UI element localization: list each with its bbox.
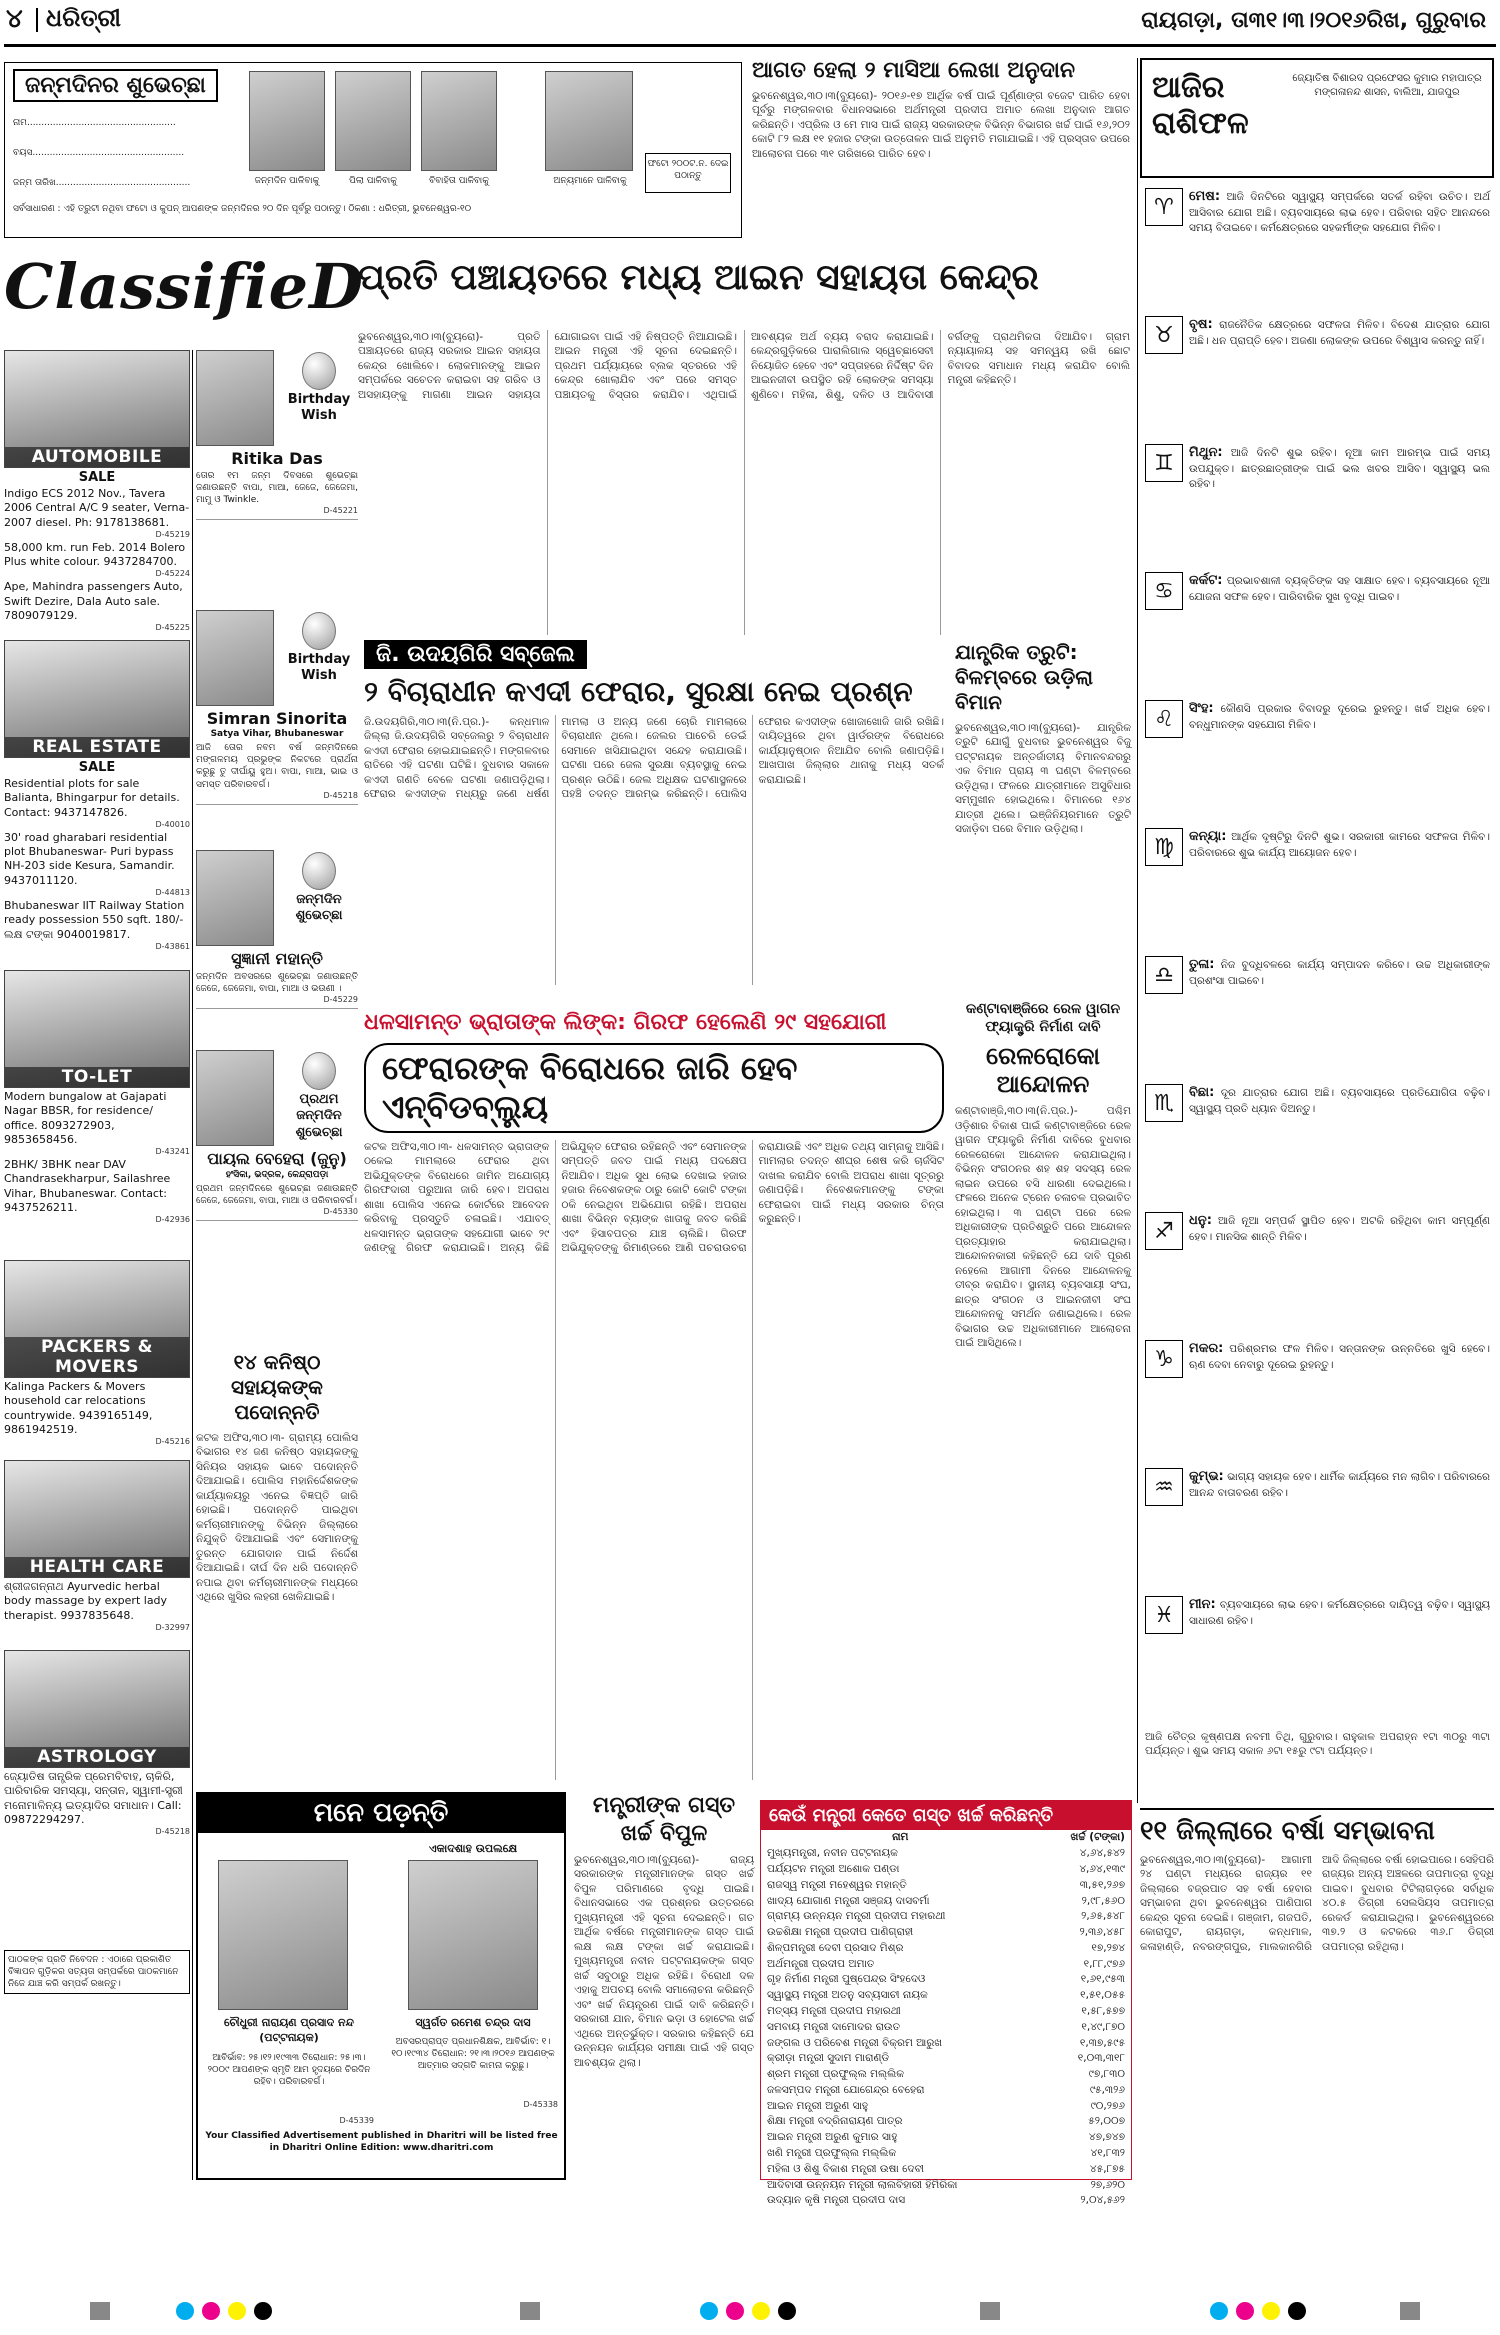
- classified-column-rule: [192, 350, 193, 2180]
- photo-caption: ଜନ୍ମଦିନ ପାଳିବାକୁ: [254, 176, 320, 186]
- photo-caption: ଅନ୍ୟମାନେ ପାଳିବାକୁ: [553, 176, 627, 186]
- classified-title: ClassifieD: [4, 250, 364, 323]
- table-row: [761, 2098, 1131, 2114]
- lekha-body: ଭୁବନେଶ୍ୱର,୩୦।୩(ବ୍ୟୁରୋ)- ୨୦୧୬-୧୭ ଆର୍ଥିକ ବର୍ଷ ପାଇଁ ପୂର୍ଣ୍ଣାଙ୍ଗ ବଜେଟ ପାରିତ ହେବା ପୂର୍ବରୁ ମଙ୍ଗଳବାର ବିଧାନସଭାରେ ଅର୍ଥମନ୍ତ୍ରୀ ପ୍ରଦୀପ ଅମାତ ଲେଖା ଅନୁଦାନ ଆଗତ କରିଛନ୍ତି। ଏପ୍ରିଲ ଓ ମେ ମାସ ପାଇଁ ରାଜ୍ୟ ସରକାରଙ୍କ ବିଭିନ୍ନ ବିଭାଗର ଖର୍ଚ୍ଚ ପାଇଁ ୧୬,୨୦୨ କୋଟି ୮୨ ଲକ୍ଷ ୧୧ ହଜାର ଟଙ୍କା ଉତ୍ତୋଳନ ପାଇଁ ଅନୁମତି ମଗାଯାଇଛି। ଏହି ପ୍ରସ୍ତାବ ଉପରେ ଆଲୋଚନା ପରେ ୩୧ ତାରିଖରେ ପାରିତ ହେବ।: [752, 90, 1130, 160]
- rashifal-header: [1140, 58, 1494, 178]
- expense-amount: ୧,୩୭,୫୯୫: [1079, 2036, 1125, 2049]
- expense-amount: ୪୧,୮୩୨: [1090, 2147, 1125, 2160]
- table-row: [761, 2035, 1131, 2051]
- birthday-coupon: [4, 62, 742, 238]
- minister-name: ମତ୍ସ୍ୟ ମନ୍ତ୍ରୀ ପ୍ରଦୀପ ମହାରଥୀ: [767, 2004, 901, 2017]
- ad-code: D-32997: [155, 1622, 190, 1632]
- classified-section: [4, 350, 190, 632]
- minister-body: ଭୁବନେଶ୍ୱର,୩୦।୩(ବ୍ୟୁରୋ)- ରାଜ୍ୟ ସରକାରଙ୍କ ମନ୍ତ୍ରୀମାନଙ୍କ ଗସ୍ତ ଖର୍ଚ୍ଚ ବିପୁଳ ପରିମାଣରେ ବୃଦ୍ଧି ପାଇଛି। ବିଧାନସଭାରେ ଏକ ପ୍ରଶ୍ନର ଉତ୍ତରରେ ମୁଖ୍ୟମନ୍ତ୍ରୀ ଏହି ସୂଚନା ଦେଇଛନ୍ତି। ଗତ ଆର୍ଥିକ ବର୍ଷରେ ମନ୍ତ୍ରୀମାନଙ୍କ ଗସ୍ତ ପାଇଁ ଲକ୍ଷ ଲକ୍ଷ ଟଙ୍କା ଖର୍ଚ୍ଚ କରାଯାଇଛି। ମୁଖ୍ୟମନ୍ତ୍ରୀ ନବୀନ ପଟ୍ଟନାୟକଙ୍କ ଗସ୍ତ ଖର୍ଚ୍ଚ ସବୁଠାରୁ ଅଧିକ ରହିଛି। ବିରୋଧୀ ଦଳ ଏହାକୁ ଅପଚୟ ବୋଲି ସମାଲୋଚନା କରିଛନ୍ତି ଏବଂ ଖର୍ଚ୍ଚ ନିୟନ୍ତ୍ରଣ ପାଇଁ ଦାବି କରିଛନ୍ତି। ସରକାରୀ ଯାନ, ବିମାନ ଭଡ଼ା ଓ ହୋଟେଲ ଖର୍ଚ୍ଚ ଏଥିରେ ଅନ୍ତର୍ଭୁକ୍ତ। ସରକାର କହିଛନ୍ତି ଯେ ଉନ୍ନୟନ କାର୍ଯ୍ୟର ସମୀକ୍ଷା ପାଇଁ ଏହି ଗସ୍ତ ଆବଶ୍ୟକ ଥିଲା।: [574, 1854, 754, 2069]
- wish-card: [196, 350, 358, 520]
- lekha-story: [752, 58, 1130, 240]
- minister-name: ଅର୍ଥମନ୍ତ୍ରୀ ପ୍ରଦୀପ ଅମାତ: [767, 1957, 875, 1970]
- table-row: [761, 2051, 1131, 2067]
- classified-section: [4, 1460, 190, 1632]
- zodiac-icon: ♊: [1145, 444, 1183, 482]
- photo-stamp-box: ଫଟୋ ୨୦୦ଟ.ନ. ଦେଇ ପଠାନ୍ତୁ: [645, 153, 731, 193]
- wish-place: ହଂସିକା, ଭଦ୍ରକ, କେନ୍ଦ୍ରାପଡ଼ା: [225, 1170, 329, 1180]
- wish-header: [196, 850, 358, 946]
- minister-name: ଉଚ୍ଚଶିକ୍ଷା ମନ୍ତ୍ରୀ ପ୍ରଦୀପ ପାଣିଗ୍ରାହୀ: [767, 1926, 914, 1939]
- wish-tag: [280, 850, 358, 925]
- color-swatch: [700, 2302, 804, 2324]
- rashi-prediction: ଆଜି ନୂଆ ସମ୍ପର୍କ ସ୍ଥାପିତ ହେବ। ଅଟକି ରହିଥିବା କାମ ସମ୍ପୂର୍ଣ୍ଣ ହେବ। ମାନସିକ ଶାନ୍ତି ମିଳିବ।: [1189, 1215, 1490, 1244]
- obituary-name: ଚୌଧୁରୀ ନାରାୟଣ ପ୍ରସାଦ ନନ୍ଦ (ପଟ୍ଟନାୟକ): [224, 2016, 354, 2044]
- classified-ad: 58,000 km. run Feb. 2014 Bolero Plus white colour. 9437284700.: [4, 540, 186, 569]
- rashi-text: [1189, 444, 1490, 492]
- rashi-text: [1189, 956, 1490, 989]
- edition-date: ରାୟଗଡ଼ା, ତା୩୧।୩।୨୦୧୬ରିଖ, ଗୁରୁବାର: [1141, 8, 1486, 33]
- wish-photo: [196, 850, 274, 946]
- rashifal-title: ଆଜିର ରାଶିଫଳ: [1152, 70, 1249, 141]
- obituary-box: [196, 1792, 566, 2180]
- table-row: [761, 1988, 1131, 2004]
- rashi-prediction: ଆର୍ଥିକ ଦୃଷ୍ଟିରୁ ଦିନଟି ଶୁଭ। ସରକାରୀ କାମରେ ସଫଳତା ମିଳିବ। ପରିବାରରେ ଶୁଭ କାର୍ଯ୍ୟ ଆୟୋଜନ ହେବ।: [1189, 831, 1490, 860]
- wish-name: ପାୟଲ ବେହେରା (ଜୁନୁ): [207, 1149, 347, 1168]
- wish-message: ତୋର ୧ମ ଜନ୍ମ ଦିବସରେ ଶୁଭେଚ୍ଛା ଜଣାଉଛନ୍ତି ବାପା, ମାଆ, ଜେଜେ, ଜେଜେମା, ମାମୁ ଓ Twinkle.: [196, 471, 358, 506]
- section-title: PACKERS & MOVERS: [5, 1337, 189, 1377]
- rashi-row: [1145, 1596, 1490, 1720]
- table-row: [761, 1925, 1131, 1941]
- balloon-icon: [302, 352, 336, 390]
- minister-name: ଖାଦ୍ୟ ଯୋଗାଣ ମନ୍ତ୍ରୀ ସଞ୍ଜୟ ଦାସବର୍ମା: [767, 1894, 930, 1907]
- rashi-name: ମିଥୁନ:: [1189, 445, 1223, 460]
- ad-code: D-45229: [323, 995, 358, 1005]
- rashi-text: [1189, 1212, 1490, 1245]
- rashi-name: ମେଷ:: [1189, 189, 1221, 204]
- expense-amount: ୪,୬୪,୫୪୨: [1079, 1847, 1125, 1860]
- rashi-name: ମୀନ:: [1189, 1597, 1216, 1612]
- table-row: [761, 2004, 1131, 2020]
- expense-amount: ୧,୦୩,୩୧୮: [1077, 2052, 1125, 2065]
- wish-tag: [280, 350, 358, 425]
- ad-code: D-45216: [155, 1437, 190, 1447]
- minister-name: ଆଇନ ମନ୍ତ୍ରୀ ଅରୁଣ ସାହୁ: [767, 2099, 869, 2112]
- expense-amount: ୧୭,୨୭୪: [1091, 1941, 1125, 1954]
- classified-ad: Ape, Mahindra passengers Auto, Swift Dezire, Dala Auto sale. 7809079129.: [4, 580, 183, 623]
- jail-story: [364, 640, 944, 1000]
- obituary-photo: [218, 1860, 348, 2010]
- rail-headline: ରେଳରୋକୋ ଆନ୍ଦୋଳନ: [986, 1042, 1100, 1099]
- classified-section: [4, 1260, 190, 1446]
- masthead: [0, 0, 1500, 46]
- zodiac-icon: ♏: [1145, 1084, 1183, 1122]
- rashi-prediction: ଆଜି ଦିନଟିରେ ସ୍ୱାସ୍ଥ୍ୟ ସମ୍ପର୍କରେ ସତର୍କ ରହିବା ଉଚିତ। ଅର୍ଥ ଆସିବାର ଯୋଗ ଅଛି। ବ୍ୟବସାୟରେ ଲାଭ ହେବ। ପରିବାର ସହିତ ଆନନ୍ଦରେ ସମୟ ବିତାଇବେ। କର୍ମକ୍ଷେତ୍ରରେ ସହକର୍ମୀଙ୍କ ସହଯୋଗ ମିଳିବ।: [1189, 191, 1490, 234]
- color-swatch: [176, 2302, 280, 2324]
- section-title: AUTOMOBILE: [5, 447, 189, 467]
- ferar-headline: ଫେରାରଙ୍କ ବିରୋଧରେ ଜାରି ହେବ ଏନ୍‌ବିଡବ୍ଲ୍ୟୁ: [364, 1043, 944, 1133]
- expense-amount: ୨,୯୮,୫୬୦: [1081, 1894, 1125, 1907]
- ferar-body: କଟକ ଅଫିସ,୩୦।୩- ଧଳସାମନ୍ତ ଭ୍ରାତାଙ୍କ ଠକେଇ ମାମଲାରେ ଫେରାର ଥିବା ଅଭିଯୁକ୍ତଙ୍କ ବିରୋଧରେ ଜାମିନ ଅଯୋଗ୍ୟ ଗିରଫଦାରୀ ପରୁଆନା ଜାରି ହେବ। ଅପରାଧ ଶାଖା ପୋଲିସ ଏନେଇ କୋର୍ଟରେ ଆବେଦନ କରିବାକୁ ପ୍ରସ୍ତୁତି ଚଳାଇଛି। ଏଯାବତ୍ ଧଳସାମନ୍ତ ଭ୍ରାତାଙ୍କ ସହଯୋଗୀ ଭାବେ ୨୯ ଜଣଙ୍କୁ ଗିରଫ କରାଯାଇଛି। ଅନ୍ୟ କିଛି ଅଭିଯୁକ୍ତ ଫେରାର ରହିଛନ୍ତି ଏବଂ ସେମାନଙ୍କ ସମ୍ପତ୍ତି ଜବତ ପାଇଁ ମଧ୍ୟ ପଦକ୍ଷେପ ନିଆଯିବ। ଅଧିକ ସୁଧ ଲୋଭ ଦେଖାଇ ହଜାର ହଜାର ନିବେଶକଙ୍କ ଠାରୁ କୋଟି କୋଟି ଟଙ୍କା ଠକି ନେଇଥିବା ଅଭିଯୋଗ ରହିଛି। ଅପରାଧ ଶାଖା ବିଭିନ୍ନ ବ୍ୟାଙ୍କ ଖାତାକୁ ଜବତ କରିଛି ଏବଂ ହିସାବପତ୍ର ଯାଞ୍ଚ ଚାଲିଛି। ଗିରଫ ଅଭିଯୁକ୍ତଙ୍କୁ ରିମାଣ୍ଡରେ ଆଣି ପଚରାଉଚରା କରାଯାଉଛି ଏବଂ ଅଧିକ ତଥ୍ୟ ସାମ୍ନାକୁ ଆସିଛି। ମାମଲାର ତଦନ୍ତ ଶୀଘ୍ର ଶେଷ କରି ଚାର୍ଜସିଟ ଦାଖଲ କରାଯିବ ବୋଲି ଅପରାଧ ଶାଖା ସୂତ୍ରରୁ ଜଣାପଡ଼ିଛି। ନିବେଶକମାନଙ୍କୁ ଟଙ୍କା ଫେରାଇବା ପାଇଁ ମଧ୍ୟ ସରକାର ଚିନ୍ତା କରୁଛନ୍ତି।: [364, 1141, 944, 1255]
- table-row: [761, 2083, 1131, 2099]
- rashi-row: [1145, 444, 1490, 568]
- astrologer-credit: ଜ୍ୟୋତିଷ ବିଶାରଦ ପ୍ରଫେସର କୁମାର ମହାପାତ୍ର ମଙ୍ଗଳାନନ୍ଦ ଶାସନ, ବାଲିଆ, ଯାଜପୁର: [1292, 73, 1482, 98]
- rashi-prediction: ନିଜ ବୁଦ୍ଧିବଳରେ କାର୍ଯ୍ୟ ସମ୍ପାଦନ କରିବେ। ଉଚ୍ଚ ଅଧିକାରୀଙ୍କ ପ୍ରଶଂସା ପାଇବେ।: [1189, 959, 1490, 988]
- table-row: [761, 1893, 1131, 1909]
- table-row: [761, 1877, 1131, 1893]
- minister-name: ଶିଳ୍ପମନ୍ତ୍ରୀ ଦେବୀ ପ୍ରସାଦ ମିଶ୍ର: [767, 1941, 904, 1954]
- wish-name: ସୁଜ୍ଞାନୀ ମହାନ୍ତି: [231, 949, 323, 968]
- rashi-name: ବିଛା:: [1189, 1085, 1215, 1100]
- rashi-name: କର୍କଟ:: [1189, 573, 1223, 588]
- wish-message: ଜନ୍ମଦିନ ଅବସରରେ ଶୁଭେଚ୍ଛା ଜଣାଉଛନ୍ତି ଜେଜେ, ଜେଜେମା, ବାପା, ମାଆ ଓ ଭଉଣୀ ।: [196, 972, 358, 995]
- expense-amount: ୪୭,୭୪୭: [1088, 2131, 1125, 2144]
- table-row: [761, 2067, 1131, 2083]
- wish-name: Ritika Das: [231, 449, 323, 468]
- reg-bar: [1400, 2302, 1420, 2320]
- column-rule: [1137, 58, 1138, 1803]
- rashi-text: [1189, 1596, 1490, 1629]
- classified-column: [4, 350, 190, 2180]
- section-image: [4, 970, 190, 1088]
- rashi-row: [1145, 828, 1490, 952]
- minister-name: ଶିକ୍ଷା ମନ୍ତ୍ରୀ ବଦ୍ରିନାରାୟଣ ପାତ୍ର: [767, 2115, 903, 2128]
- photo-caption: ବିବାହିତା ପାଳିବାକୁ: [429, 176, 489, 186]
- coupon-field: ଜନ୍ମ ତାରିଖ...............................................: [13, 178, 191, 188]
- ad-code: D-43861: [155, 941, 190, 951]
- balloon-icon: [302, 612, 336, 650]
- minister-name: ସ୍ୱାସ୍ଥ୍ୟ ମନ୍ତ୍ରୀ ଅତନୁ ସବ୍ୟସାଚୀ ନାୟକ: [767, 1989, 928, 2002]
- page-number: ୪: [6, 4, 23, 34]
- wish-header: [196, 610, 358, 706]
- rashi-prediction: ଭାଗ୍ୟ ସହାୟକ ହେବ। ଧାର୍ମିକ କାର୍ଯ୍ୟରେ ମନ ଲାଗିବ। ପରିବାରରେ ଆନନ୍ଦ ବାତାବରଣ ରହିବ।: [1189, 1471, 1490, 1500]
- paper-name: ଧରିତ୍ରୀ: [46, 4, 121, 32]
- expense-amount: ୯୫,୩୨୬: [1089, 2083, 1125, 2096]
- section-title: HEALTH CARE: [5, 1557, 189, 1577]
- rashi-prediction: ରାଜନୈତିକ କ୍ଷେତ୍ରରେ ସଫଳତା ମିଳିବ। ବିଦେଶ ଯାତ୍ରାର ଯୋଗ ଅଛି। ଧନ ପ୍ରାପ୍ତି ହେବ। ଅଜଣା ଲୋକଙ୍କ ଉପରେ ବିଶ୍ୱାସ କରନ୍ତୁ ନାହିଁ।: [1189, 319, 1490, 348]
- rashi-name: ସିଂହ:: [1189, 701, 1214, 716]
- classified-ad: ଶ୍ରୀଜଗନ୍ନାଥ Ayurvedic herbal body massage by expert lady therapist. 9937835648.: [4, 1580, 168, 1622]
- table-row: [761, 1972, 1131, 1988]
- reg-bar: [980, 2302, 1000, 2320]
- minister-name: ଗ୍ରାମ୍ୟ ଉନ୍ନୟନ ମନ୍ତ୍ରୀ ପ୍ରଦୀପ ମହାରଥୀ: [767, 1910, 946, 1923]
- reg-bar: [520, 2302, 540, 2320]
- classified-ad: 30' road gharabari residential plot Bhubaneswar- Puri bypass NH-203 side Kesura, Samandir. 9437011120.: [4, 830, 175, 887]
- section-title: TO-LET: [5, 1067, 189, 1087]
- expense-amount: ୨୭,୬୨୦: [1090, 2178, 1125, 2191]
- photo-caption: ପିଲା ପାଳିବାକୁ: [349, 176, 397, 186]
- wish-photo: [196, 350, 274, 446]
- coupon-field: ବୟସ.....................................................: [13, 148, 185, 158]
- classified-ad: Residential plots for sale Balianta, Bhingarpur for details. Contact: 9437147826.: [4, 777, 180, 819]
- expense-amount: ୯୭,୮୩୦: [1088, 2068, 1125, 2081]
- promotion-body: କଟକ ଅଫିସ,୩୦।୩- ଗ୍ରାମ୍ୟ ପୋଲିସ ବିଭାଗର ୧୪ ଜଣ କନିଷ୍ଠ ସହାୟକଙ୍କୁ ସିନିୟର ସହାୟକ ଭାବେ ପଦୋନ୍ନତି ଦିଆଯାଇଛି। ପୋଲିସ ମହାନିର୍ଦ୍ଦେଶକଙ୍କ କାର୍ଯ୍ୟାଳୟରୁ ଏନେଇ ବିଜ୍ଞପ୍ତି ଜାରି ହୋଇଛି। ପଦୋନ୍ନତି ପାଇଥିବା କର୍ମଚାରୀମାନଙ୍କୁ ବିଭିନ୍ନ ଜିଲ୍ଲାରେ ନିଯୁକ୍ତି ଦିଆଯାଇଛି ଏବଂ ସେମାନଙ୍କୁ ତୁରନ୍ତ ଯୋଗଦାନ ପାଇଁ ନିର୍ଦ୍ଦେଶ ଦିଆଯାଇଛି। ଦୀର୍ଘ ଦିନ ଧରି ପଦୋନ୍ନତି ନପାଇ ଥିବା କର୍ମଚାରୀମାନଙ୍କ ମଧ୍ୟରେ ଏଥିରେ ଖୁସିର ଲହରୀ ଖେଳିଯାଇଛି।: [196, 1432, 358, 1604]
- classified-disclaimer: ପାଠକଙ୍କ ପ୍ରତି ନିବେଦନ : ଏଠାରେ ପ୍ରକାଶିତ ବିଜ୍ଞାପନ ଗୁଡ଼ିକର ସତ୍ୟତା ସମ୍ପର୍କରେ ପାଠକମାନେ ନିଜେ ଯାଞ୍ଚ କରି ସମ୍ପର୍କ ରଖନ୍ତୁ।: [4, 1950, 190, 1994]
- section-subhead: SALE: [78, 470, 116, 485]
- obituary-text: ଅବସରପ୍ରାପ୍ତ ପ୍ରଧାନଶିକ୍ଷକ, ଆବିର୍ଭାବ: ୧।୧୦।୧୯୩୪ ତିରୋଧାନ: ୨୧।୩।୨୦୧୬ ଆପଣଙ୍କ ଆତ୍ମାର ସଦ୍‌ଗତି କାମନା କରୁଛୁ।: [391, 2037, 555, 2072]
- promotion-headline: ୧୪ କନିଷ୍ଠ ସହାୟକଙ୍କ ପଦୋନ୍ନତି: [231, 1350, 323, 1424]
- minister-name: ସମବାୟ ମନ୍ତ୍ରୀ ଦାମୋଦର ରାଉତ: [767, 2020, 901, 2033]
- rashi-row: [1145, 956, 1490, 1080]
- ad-code: D-45339: [339, 2116, 374, 2125]
- coupon-child-photo: [249, 71, 325, 171]
- rashi-name: ବୃଷ:: [1189, 317, 1213, 332]
- wish-photo: [196, 610, 274, 706]
- flight-story: [955, 640, 1131, 990]
- jail-body: ଜି.ଉଦୟଗିରି,୩୦।୩(ନି.ପ୍ର.)- କନ୍ଧମାଳ ଜିଲ୍ଲା ଜି.ଉଦୟଗିରି ସବ୍‌ଜେଲରୁ ୨ ବିଚାରାଧୀନ କଏଦୀ ଫେରାର ହୋଇଯାଇଛନ୍ତି। ମଙ୍ଗଳବାର ରାତିରେ ଏହି ଘଟଣା ଘଟିଛି। ବୁଧବାର ସକାଳେ କଏଦୀ ଗଣତି ବେଳେ ଘଟଣା ଜଣାପଡ଼ିଥିଲା। ଫେରାର କଏଦୀଙ୍କ ମଧ୍ୟରୁ ଜଣେ ଧର୍ଷଣ ମାମଲା ଓ ଅନ୍ୟ ଜଣେ ଚୋରି ମାମଲାରେ ବିଚାରାଧୀନ ଥିଲେ। ଜେଲର ପାଚେରି ଡେଇଁ ସେମାନେ ଖସିଯାଇଥିବା ସନ୍ଦେହ କରାଯାଉଛି। ଘଟଣା ପରେ ଜେଲ ସୁରକ୍ଷା ବ୍ୟବସ୍ଥାକୁ ନେଇ ପ୍ରଶ୍ନ ଉଠିଛି। ଜେଲ ଅଧିକ୍ଷକ ଘଟଣାସ୍ଥଳରେ ପହଞ୍ଚି ତଦନ୍ତ ଆରମ୍ଭ କରିଛନ୍ତି। ପୋଲିସ ଫେରାର କଏଦୀଙ୍କ ଖୋଜାଖୋଜି ଜାରି ରଖିଛି। ଦାୟିତ୍ୱରେ ଥିବା ୱାର୍ଡରଙ୍କ ବିରୋଧରେ କାର୍ଯ୍ୟାନୁଷ୍ଠାନ ନିଆଯିବ ବୋଲି ଜଣାପଡ଼ିଛି। ଆଖପାଖ ଜିଲ୍ଲାର ଥାନାକୁ ମଧ୍ୟ ସତର୍କ କରାଯାଇଛି।: [364, 716, 944, 801]
- expense-amount: ୩,୫୧,୨୬୭: [1079, 1878, 1125, 1891]
- rashi-prediction: ଆଜି ଦିନଟି ଶୁଭ ରହିବ। ନୂଆ କାମ ଆରମ୍ଭ ପାଇଁ ସମୟ ଉପଯୁକ୍ତ। ଛାତ୍ରଛାତ୍ରୀଙ୍କ ପାଇଁ ଭଲ ଖବର ଆସିବ। ସ୍ୱାସ୍ଥ୍ୟ ଭଲ ରହିବ।: [1189, 447, 1490, 490]
- expense-table-box: [760, 1800, 1132, 2207]
- minister-name: ଜଳସମ୍ପଦ ମନ୍ତ୍ରୀ ଯୋଗେନ୍ଦ୍ର ବେହେରା: [767, 2083, 925, 2096]
- section-image: [4, 1260, 190, 1378]
- ad-code: D-45218: [323, 790, 358, 800]
- rashi-name: ତୁଳା:: [1189, 957, 1215, 972]
- minister-name: ଜଙ୍ଗଲ ଓ ପରିବେଶ ମନ୍ତ୍ରୀ ବିକ୍ରମ ଆରୁଖ: [767, 2036, 943, 2049]
- classified-ad: Bhubaneswar IIT Railway Station ready possession 550 sqft. 180/- ଲକ୍ଷ ଟଙ୍କା 9040019817.: [4, 899, 185, 941]
- ad-code: D-45225: [155, 623, 190, 633]
- rashi-row: [1145, 1212, 1490, 1336]
- wish-label: ପ୍ରଥମ ଜନ୍ମଦିନ ଶୁଭେଚ୍ଛା: [295, 1092, 343, 1140]
- minister-name: ରାଜସ୍ୱ ମନ୍ତ୍ରୀ ମହେଶ୍ୱର ମହାନ୍ତି: [767, 1878, 907, 1891]
- lekha-headline: ଆଗତ ହେଲା ୨ ମାସିଆ ଲେଖା ଅନୁଦାନ: [752, 58, 1076, 83]
- obituary-photo: [408, 1860, 538, 2010]
- rashi-text: [1189, 1340, 1490, 1373]
- table-row: [761, 2114, 1131, 2130]
- promotion-story: [196, 1350, 358, 1780]
- rashi-text: [1189, 572, 1490, 605]
- classified-ad: Indigo ECS 2012 Nov., Tavera 2006 Central A/C 9 seater, Verna- 2007 diesel. Ph: 9178138681.: [4, 487, 190, 529]
- jail-headline: ୨ ବିଚାରାଧୀନ କଏଦୀ ଫେରାର, ସୁରକ୍ଷା ନେଇ ପ୍ରଶ୍ନ: [364, 675, 913, 708]
- minister-name: କ୍ରୀଡ଼ା ମନ୍ତ୍ରୀ ସୁଦାମ ମାରାଣ୍ଡି: [767, 2052, 890, 2065]
- rashi-name: କୁମ୍ଭ:: [1189, 1469, 1224, 1484]
- rashi-name: ଧନୁ:: [1189, 1213, 1212, 1228]
- minister-name: ଉଦ୍ୟାନ କୃଷି ମନ୍ତ୍ରୀ ପ୍ରଦୀପ ଦାସ: [767, 2194, 906, 2207]
- classified-section: [4, 970, 190, 1224]
- wish-card: [196, 1050, 358, 1221]
- rail-kicker: କଣ୍ଟାବାଞ୍ଜିରେ ରେଳ ୱାଗନ ଫ୍ୟାକ୍ଟ୍ରି ନିର୍ମାଣ ଦାବି: [965, 1001, 1121, 1036]
- rashi-prediction: ଦୂର ଯାତ୍ରାର ଯୋଗ ଅଛି। ବ୍ୟବସାୟରେ ପ୍ରତିଯୋଗିତା ବଢ଼ିବ। ସ୍ୱାସ୍ଥ୍ୟ ପ୍ରତି ଧ୍ୟାନ ଦିଅନ୍ତୁ।: [1189, 1087, 1490, 1116]
- wishes-column: [196, 350, 358, 1340]
- minister-name: ଖଣି ମନ୍ତ୍ରୀ ପ୍ରଫୁଲ୍ଲ ମଲ୍ଲିକ: [767, 2147, 897, 2160]
- rashi-text: [1189, 188, 1490, 236]
- lead-body: ଭୁବନେଶ୍ୱର,୩୦।୩(ବ୍ୟୁରୋ)- ପ୍ରତି ପଞ୍ଚାୟତରେ ରାଜ୍ୟ ସରକାର ଆଇନ ସହାୟତା କେନ୍ଦ୍ର ଖୋଲିବେ। ଲୋକମାନଙ୍କୁ ଆଇନ ସମ୍ପର୍କରେ ସଚେତନ କରାଇବା ସହ ଗରିବ ଓ ଅସହାୟଙ୍କୁ ମାଗଣା ଆଇନ ସହାୟତା ଯୋଗାଇବା ପାଇଁ ଏହି ନିଷ୍ପତ୍ତି ନିଆଯାଇଛି। ଆଇନ ମନ୍ତ୍ରୀ ଏହି ସୂଚନା ଦେଇଛନ୍ତି। ପ୍ରଥମ ପର୍ଯ୍ୟାୟରେ ବ୍ଲକ ସ୍ତରରେ ଏହି କେନ୍ଦ୍ର ଖୋଲାଯିବ ଏବଂ ପରେ ସମସ୍ତ ପଞ୍ଚାୟତକୁ ବିସ୍ତାର କରାଯିବ। ଏଥିପାଇଁ ଆବଶ୍ୟକ ଅର୍ଥ ବ୍ୟୟ ବରାଦ କରାଯାଇଛି। କେନ୍ଦ୍ରଗୁଡ଼ିକରେ ପାରାଲିଗାଲ ସ୍ୱେଚ୍ଛାସେବୀ ନିୟୋଜିତ ହେବେ ଏବଂ ସପ୍ତାହରେ ନିର୍ଦ୍ଦିଷ୍ଟ ଦିନ ଆଇନଜୀବୀ ଉପସ୍ଥିତ ରହି ଲୋକଙ୍କ ସମସ୍ୟା ଶୁଣିବେ। ମହିଳା, ଶିଶୁ, ଦଳିତ ଓ ଆଦିବାସୀ ବର୍ଗଙ୍କୁ ପ୍ରାଥମିକତା ଦିଆଯିବ। ଗ୍ରାମ ନ୍ୟାୟାଳୟ ସହ ସମନ୍ୱୟ ରଖି ଛୋଟ ବିବାଦର ସମାଧାନ ମଧ୍ୟ କରାଯିବ ବୋଲି ମନ୍ତ୍ରୀ କହିଛନ୍ତି।: [358, 331, 1130, 401]
- wish-tag: [280, 1050, 358, 1141]
- balloon-icon: [302, 852, 336, 890]
- expense-header-row: [761, 1830, 1131, 1846]
- rashi-text: [1189, 1084, 1490, 1117]
- section-title: ASTROLOGY: [5, 1747, 189, 1767]
- zodiac-icon: ♎: [1145, 956, 1183, 994]
- minister-story: [574, 1792, 754, 2180]
- table-row: [761, 1940, 1131, 1956]
- flight-headline: ଯାନ୍ତ୍ରିକ ତ୍ରୁଟି: ବିଳମ୍ବରେ ଉଡ଼ିଲା ବିମାନ: [955, 640, 1094, 714]
- obituary-ekadashah: ଏକାଦଶାହ ଉପଲକ୍ଷେ: [428, 1842, 518, 1855]
- expense-table: [761, 1830, 1131, 2209]
- table-row: [761, 2130, 1131, 2146]
- expense-amount: ୪,୬୪,୧୩୯: [1079, 1862, 1125, 1875]
- wish-card: [196, 610, 358, 805]
- wish-label: Birthday Wish: [287, 652, 351, 684]
- expense-amount: ୧,୪୯,୮୭୦: [1081, 2020, 1125, 2033]
- rashi-text: [1189, 1468, 1490, 1501]
- zodiac-icon: ♈: [1145, 188, 1183, 226]
- zodiac-icon: ♓: [1145, 1596, 1183, 1634]
- color-swatch: [1210, 2302, 1314, 2324]
- rail-body: କଣ୍ଟାବାଞ୍ଜି,୩୦।୩(ନି.ପ୍ର.)- ପଶ୍ଚିମ ଓଡ଼ିଶାର ବିକାଶ ପାଇଁ କଣ୍ଟାବାଞ୍ଜିରେ ରେଳ ୱାଗନ ଫ୍ୟାକ୍ଟ୍ରି ନିର୍ମାଣ ଦାବିରେ ବୁଧବାର ରେଳରୋକୋ ଆନ୍ଦୋଳନ କରାଯାଇଥିଲା। ବିଭିନ୍ନ ସଂଗଠନର ଶହ ଶହ ସଦସ୍ୟ ରେଳ ଲାଇନ ଉପରେ ବସି ଧାରଣା ଦେଇଥିଲେ। ଫଳରେ ଅନେକ ଟ୍ରେନ ଚଳାଚଳ ପ୍ରଭାବିତ ହୋଇଥିଲା। ୩ ଘଣ୍ଟା ପରେ ରେଳ ଅଧିକାରୀଙ୍କ ପ୍ରତିଶ୍ରୁତି ପରେ ଆନ୍ଦୋଳନ ପ୍ରତ୍ୟାହାର କରାଯାଇଥିଲା। ଆନ୍ଦୋଳନକାରୀ କହିଛନ୍ତି ଯେ ଦାବି ପୂରଣ ନହେଲେ ଆଗାମୀ ଦିନରେ ଆନ୍ଦୋଳନକୁ ତୀବ୍ର କରାଯିବ। ସ୍ଥାନୀୟ ବ୍ୟବସାୟୀ ସଂଘ, ଛାତ୍ର ସଂଗଠନ ଓ ଆଇନଜୀବୀ ସଂଘ ଆନ୍ଦୋଳନକୁ ସମର୍ଥନ ଜଣାଇଥିଲେ। ରେଳ ବିଭାଗର ଉଚ୍ଚ ଅଧିକାରୀମାନେ ଆଲୋଚନା ପାଇଁ ଆସିଥିଲେ।: [955, 1105, 1131, 1350]
- balloon-icon: [302, 1052, 336, 1090]
- minister-headline: ମନ୍ତ୍ରୀଙ୍କ ଗସ୍ତ ଖର୍ଚ୍ଚ ବିପୁଳ: [592, 1793, 736, 1846]
- expense-amount: ୧,୬୧,୯୫୩: [1080, 1973, 1125, 1986]
- ad-code: D-45219: [155, 529, 190, 539]
- ad-code: D-45218: [155, 1827, 190, 1837]
- coupon-note: ସର୍ବସାଧାରଣ : ଏହି ତ୍ରୁଟୀ ନଥିବା ଫଟୋ ଓ କୁପନ୍ ଆପଣଙ୍କ ଜନ୍ମଦିନର ୨୦ ଦିନ ପୂର୍ବରୁ ପଠାନ୍ତୁ। ଠିକଣା : ଧରିତ୍ରୀ, ଭୁବନେଶ୍ୱର-୧୦: [13, 204, 472, 214]
- wish-header: [196, 1050, 358, 1146]
- header-rule: [4, 44, 1496, 47]
- rashi-row: [1145, 700, 1490, 824]
- reg-bar: [90, 2302, 110, 2320]
- section-subhead: SALE: [78, 760, 116, 775]
- zodiac-icon: ♒: [1145, 1468, 1183, 1506]
- minister-name: ମୁଖ୍ୟମନ୍ତ୍ରୀ, ନବୀନ ପଟ୍ଟନାୟକ: [767, 1847, 898, 1860]
- wish-label: Birthday Wish: [287, 392, 351, 424]
- table-row: [761, 1862, 1131, 1878]
- flight-body: ଭୁବନେଶ୍ୱର,୩୦।୩(ବ୍ୟୁରୋ)- ଯାନ୍ତ୍ରିକ ତ୍ରୁଟି ଯୋଗୁଁ ବୁଧବାର ଭୁବନେଶ୍ୱର ବିଜୁ ପଟ୍ଟନାୟକ ଅନ୍ତର୍ଜାତୀୟ ବିମାନବନ୍ଦରରୁ ଏକ ବିମାନ ପ୍ରାୟ ୩ ଘଣ୍ଟା ବିଳମ୍ବରେ ଉଡ଼ିଥିଲା। ଫଳରେ ଯାତ୍ରୀମାନେ ଅସୁବିଧାର ସମ୍ମୁଖୀନ ହୋଇଥିଲେ। ବିମାନରେ ୧୬୪ ଯାତ୍ରୀ ଥିଲେ। ଇଞ୍ଜିନିୟରମାନେ ତ୍ରୁଟି ସଜାଡ଼ିବା ପରେ ବିମାନ ଉଡ଼ିଥିଲା।: [955, 722, 1131, 836]
- rashi-name: କନ୍ୟା:: [1189, 829, 1227, 844]
- wish-photo: [196, 1050, 274, 1146]
- ad-code: D-45224: [155, 569, 190, 579]
- zodiac-icon: ♍: [1145, 828, 1183, 866]
- rashi-text: [1189, 828, 1490, 861]
- section-title: REAL ESTATE: [5, 737, 189, 757]
- ad-code: D-44813: [155, 888, 190, 898]
- classified-ad: 2BHK/ 3BHK near DAV Chandrasekharpur, Sailashree Vihar, Bhubaneswar. Contact: 9437526211.: [4, 1158, 171, 1215]
- expense-amount: ୨,୬୫,୫୪୮: [1081, 1910, 1125, 1923]
- rashi-prediction: କୌଣସି ପ୍ରକାର ବିବାଦରୁ ଦୂରେଇ ରୁହନ୍ତୁ। ଖର୍ଚ୍ଚ ଅଧିକ ହେବ। ବନ୍ଧୁମାନଙ୍କ ସହଯୋଗ ମିଳିବ।: [1189, 703, 1490, 732]
- rain-body: ଭୁବନେଶ୍ୱର,୩୦।୩(ବ୍ୟୁରୋ)- ଆଗାମୀ ୨୪ ଘଣ୍ଟା ମଧ୍ୟରେ ରାଜ୍ୟର ୧୧ ଜିଲ୍ଲାରେ ବଜ୍ରପାତ ସହ ବର୍ଷା ହେବାର ସମ୍ଭାବନା ଥିବା ଭୁବନେଶ୍ୱର ପାଣିପାଗ କେନ୍ଦ୍ର ସୂଚନା ଦେଇଛି। ଗଞ୍ଜାମ, ଗଜପତି, କୋରାପୁଟ, ରାୟଗଡ଼ା, କନ୍ଧମାଳ, କଳାହାଣ୍ଡି, ନବରଙ୍ଗପୁର, ମାଲକାନଗିରି ଆଦି ଜିଲ୍ଲାରେ ବର୍ଷା ହୋଇପାରେ। ସେହିପରି ରାଜ୍ୟର ଅନ୍ୟ ଅଞ୍ଚଳରେ ତାପମାତ୍ରା ବୃଦ୍ଧି ପାଇବ। ବୁଧବାର ଟିଟିଲାଗଡ଼ରେ ସର୍ବାଧିକ ୪୦.୫ ଡିଗ୍ରୀ ସେଲସିୟସ ତାପମାତ୍ରା ରେକର୍ଡ କରାଯାଇଥିଲା। ଭୁବନେଶ୍ୱରରେ ୩୭.୨ ଓ କଟକରେ ୩୬.୮ ଡିଗ୍ରୀ ତାପମାତ୍ରା ରହିଥିଲା।: [1140, 1854, 1494, 1953]
- expense-amount: ୪୫,୮୭୫: [1089, 2162, 1125, 2175]
- classified-ad: Kalinga Packers & Movers household car relocations countrywide. 9439165149, 9861942519.: [4, 1380, 153, 1436]
- table-row: [761, 2146, 1131, 2162]
- rashifal-footer: ଆଜି ଚୈତ୍ର କୃଷ୍ଣପକ୍ଷ ନବମୀ ତିଥି, ଗୁରୁବାର। ରାହୁକାଳ ଅପରାହ୍ନ ୧ଟା ୩୦ରୁ ୩ଟା ପର୍ଯ୍ୟନ୍ତ। ଶୁଭ ସମୟ ସକାଳ ୬ଟା ୧୫ରୁ ୯ଟା ପର୍ଯ୍ୟନ୍ତ।: [1145, 1731, 1490, 1758]
- ad-code: D-42936: [155, 1215, 190, 1225]
- rashi-prediction: ପରିଶ୍ରମର ଫଳ ମିଳିବ। ସନ୍ତାନଙ୍କ ଉନ୍ନତିରେ ଖୁସି ହେବେ। ଋଣ ଦେବା ନେବାରୁ ଦୂରେଇ ରୁହନ୍ତୁ।: [1189, 1343, 1491, 1372]
- minister-name: ଗୃହ ନିର୍ମାଣ ମନ୍ତ୍ରୀ ପୁଷ୍ପେନ୍ଦ୍ର ସିଂହଦେଓ: [767, 1973, 926, 1986]
- obituary-text: ଆବିର୍ଭାବ: ୨୫।୧୨।୧୯୩୩ ତିରୋଧାନ: ୨୫।୩।୨୦୦୯ ଆପଣଙ୍କ ସ୍ମୃତି ଆମ ହୃଦୟରେ ଚିରଦିନ ରହିବ। ପରିବାରବର୍ଗ।: [207, 2053, 371, 2088]
- section-image: [4, 640, 190, 758]
- rashi-row: [1145, 1468, 1490, 1592]
- table-row: [761, 2177, 1131, 2193]
- minister-name: ଶ୍ରମ ମନ୍ତ୍ରୀ ପ୍ରଫୁଲ୍ଲ ମଲ୍ଲିକ: [767, 2068, 905, 2081]
- rashi-row: [1145, 572, 1490, 696]
- zodiac-icon: ♋: [1145, 572, 1183, 610]
- minister-name: ଆଦିବାସୀ ଉନ୍ନୟନ ମନ୍ତ୍ରୀ ଲାଲବିହାରୀ ହିମିରିକା: [767, 2178, 958, 2191]
- zodiac-icon: ♐: [1145, 1212, 1183, 1250]
- paper-divider: [36, 8, 38, 32]
- coupon-child-photo: [421, 71, 497, 171]
- expense-amount: ୨,୩୬,୪୫୮: [1079, 1926, 1125, 1939]
- expense-title: କେଉଁ ମନ୍ତ୍ରୀ କେତେ ଗସ୍ତ ଖର୍ଚ୍ଚ କରିଛନ୍ତି: [761, 1801, 1131, 1830]
- rashi-row: [1145, 1084, 1490, 1208]
- rashi-row: [1145, 316, 1490, 440]
- lead-headline: ପ୍ରତି ପଞ୍ଚାୟତରେ ମଧ୍ୟ ଆଇନ ସହାୟତା କେନ୍ଦ୍ର: [358, 257, 1039, 298]
- rain-headline: ୧୧ ଜିଲ୍ଲାରେ ବର୍ଷା ସମ୍ଭାବନା: [1140, 1816, 1435, 1846]
- section-image: [4, 1460, 190, 1578]
- coupon-field: ନାମ....................................................: [13, 118, 176, 128]
- wish-message: ଆଜି ତୋର ନବମ ବର୍ଷ ଜନ୍ମଦିନରେ ମଙ୍ଗଳମୟ ପ୍ରଭୁଙ୍କ ନିକଟରେ ପ୍ରାର୍ଥନା କରୁଛୁ ତୁ ଦୀର୍ଘାୟୁ ହୁଅ। ବାପା, ମାଆ, ଭାଇ ଓ ସମସ୍ତ ପରିବାରବର୍ଗ।: [196, 743, 358, 790]
- rashi-name: ମକର:: [1189, 1341, 1224, 1356]
- ad-code: D-40010: [155, 819, 190, 829]
- expense-amount: ୧,୫୮,୫୭୭: [1081, 2004, 1125, 2017]
- coupon-child-photo: [545, 71, 633, 171]
- ad-code: D-43241: [155, 1147, 190, 1157]
- expense-amount: ୨,୦୪,୫୬୨: [1080, 2194, 1125, 2207]
- expense-amount: ୫୨,୦୦୭: [1088, 2115, 1125, 2128]
- table-row: [761, 1909, 1131, 1925]
- classified-banner: [4, 250, 364, 340]
- obituary-title: ମନେ ପଡ଼ନ୍ତି: [198, 1794, 564, 1833]
- obituary-name: ସ୍ୱର୍ଗତ ରମେଶ ଚନ୍ଦ୍ର ଦାସ: [415, 2016, 531, 2029]
- wish-name: Simran Sinorita: [206, 709, 348, 728]
- classified-section: [4, 640, 190, 951]
- expense-amount: ୧,୮୮,୯୭୬: [1083, 1957, 1125, 1970]
- minister-name: ମହିଳା ଓ ଶିଶୁ ବିକାଶ ମନ୍ତ୍ରୀ ଉଷା ଦେବୀ: [767, 2162, 925, 2175]
- ad-code: D-45330: [323, 1207, 358, 1217]
- expense-amount: ୧,୫୧,୦୫୫: [1080, 1989, 1125, 2002]
- table-row: [761, 2019, 1131, 2035]
- classified-ad: ଜ୍ୟୋତିଷ ତାନ୍ତ୍ରିକ ପ୍ରେମବିବାହ, ଚାକିରି, ପାରିବାରିକ ସମସ୍ୟା, ସନ୍ତାନ, ସ୍ୱାମୀ-ସ୍ତ୍ରୀ ମନୋମାଳିନ୍ୟ ଇତ୍ୟାଦିର ସମାଧାନ। Call: 09872294297.: [4, 1770, 183, 1826]
- wish-card: [196, 850, 358, 1009]
- wish-header: [196, 350, 358, 446]
- minister-name: ପର୍ଯ୍ୟଟନ ମନ୍ତ୍ରୀ ଅଶୋକ ପଣ୍ଡା: [767, 1862, 900, 1875]
- table-row: [761, 1846, 1131, 1862]
- zodiac-icon: ♉: [1145, 316, 1183, 354]
- wish-place: Satya Vihar, Bhubaneswar: [210, 729, 344, 739]
- ad-code: D-45221: [323, 506, 358, 516]
- rashi-prediction: ପ୍ରଭାବଶାଳୀ ବ୍ୟକ୍ତିଙ୍କ ସହ ସାକ୍ଷାତ ହେବ। ବ୍ୟବସାୟରେ ନୂଆ ଯୋଜନା ସଫଳ ହେବ। ପାରିବାରିକ ସୁଖ ବୃଦ୍ଧି ପାଇବ।: [1189, 575, 1490, 604]
- table-row: [761, 2193, 1131, 2209]
- coupon-child-photo: [335, 71, 411, 171]
- registration-marks: [0, 2296, 1500, 2326]
- ad-code: D-45338: [523, 2100, 558, 2109]
- classified-section: [4, 1650, 190, 1836]
- table-row: [761, 2161, 1131, 2177]
- coupon-title: ଜନ୍ମଦିନର ଶୁଭେଚ୍ଛା: [13, 69, 218, 102]
- rashi-text: [1189, 700, 1490, 733]
- online-promo: Your Classified Advertisement published in Dharitri will be listed free in Dharitri Online Edition: www.dharitri.com: [205, 2131, 558, 2154]
- expense-amount: ୯୦,୨୭୬: [1090, 2099, 1125, 2112]
- table-row: [761, 1956, 1131, 1972]
- classified-ad: Modern bungalow at Gajapati Nagar BBSR, for residence/ office. 8093272903, 9853658456.: [4, 1090, 167, 1146]
- minister-name: ଆଇନ ମନ୍ତ୍ରୀ ଅରୁଣ କୁମାର ସାହୁ: [767, 2131, 898, 2144]
- jail-kicker: ଜି. ଉଦୟଗିରି ସବ୍‌ଜେଲ: [364, 640, 587, 669]
- zodiac-icon: ♑: [1145, 1340, 1183, 1378]
- wish-tag: [280, 610, 358, 685]
- rain-story: [1140, 1808, 1494, 2180]
- rashi-row: [1145, 1340, 1490, 1464]
- section-image: [4, 1650, 190, 1768]
- rashi-prediction: ବ୍ୟବସାୟରେ ଲାଭ ହେବ। କର୍ମକ୍ଷେତ୍ରରେ ଦାୟିତ୍ୱ ବଢ଼ିବ। ସ୍ୱାସ୍ଥ୍ୟ ସାଧାରଣ ରହିବ।: [1189, 1599, 1490, 1628]
- rashi-text: [1189, 316, 1490, 349]
- ferar-kicker: ଧଳସାମନ୍ତ ଭ୍ରାତାଙ୍କ ଲିଙ୍କ: ଗିରଫ ହେଲେଣି ୨୯ ସହଯୋଗୀ: [364, 1010, 887, 1035]
- section-image: [4, 350, 190, 468]
- wish-label: ଜନ୍ମଦିନ ଶୁଭେଚ୍ଛା: [295, 892, 343, 924]
- rail-story: [955, 1000, 1131, 1790]
- wish-message: ପ୍ରଥମ ଜନ୍ମଦିନରେ ଶୁଭେଚ୍ଛା ଜଣାଉଛନ୍ତି ଜେଜେ, ଜେଜେମା, ବାପା, ମାଆ ଓ ପରିବାରବର୍ଗ।: [196, 1184, 358, 1207]
- rashi-row: [1145, 188, 1490, 312]
- expense-col-amount: ଖର୍ଚ୍ଚ (ଟଙ୍କା): [1070, 1831, 1125, 1844]
- expense-col-name: ନାମ: [892, 1831, 909, 1844]
- zodiac-icon: ♌: [1145, 700, 1183, 738]
